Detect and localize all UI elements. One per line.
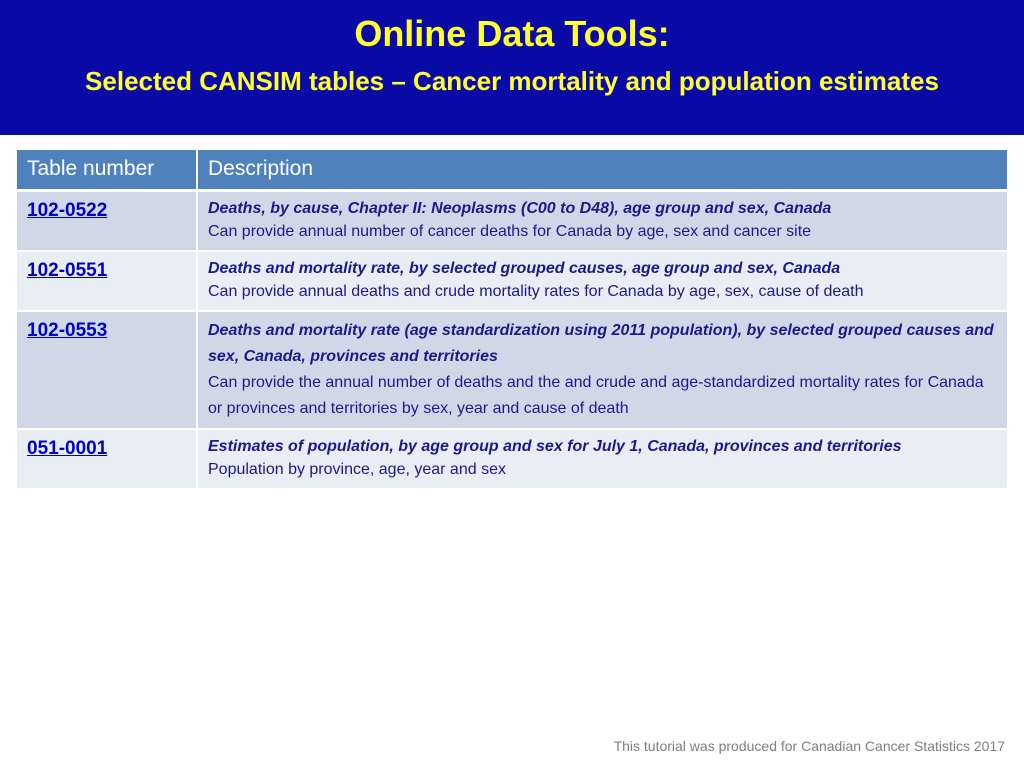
table-row [17, 190, 1007, 251]
table-title: Deaths and mortality rate (age standardization using 2011 population), by selected grouped causes and sex, Canada, provinces and territories [208, 321, 994, 365]
table-title: Deaths and mortality rate, by selected grouped causes, age group and sex, Canada [208, 259, 841, 277]
table-title: Deaths, by cause, Chapter II: Neoplasms (C00 to D48), age group and sex, Canada [208, 199, 832, 217]
description-cell [197, 190, 1007, 251]
table-description: Population by province, age, year and sex [208, 460, 506, 478]
cansim-table-container [17, 150, 1007, 490]
description-cell [197, 251, 1007, 311]
table-row [17, 251, 1007, 311]
table-description: Can provide annual deaths and crude mortality rates for Canada by age, sex, cause of death [208, 282, 864, 300]
slide-title: Online Data Tools: [354, 13, 670, 54]
slide-subtitle: Selected CANSIM tables – Cancer mortality and population estimates [85, 66, 939, 96]
cansim-table [17, 150, 1007, 490]
table-number-link[interactable]: 051-0001 [27, 437, 108, 459]
description-cell [197, 429, 1007, 489]
table-number-link[interactable]: 102-0553 [27, 319, 108, 341]
table-row [17, 311, 1007, 429]
table-number-cell [17, 429, 197, 489]
table-title: Estimates of population, by age group and sex for July 1, Canada, provinces and territories [208, 437, 902, 455]
description-cell [197, 311, 1007, 429]
table-number-link[interactable]: 102-0522 [27, 199, 108, 221]
table-description: Can provide annual number of cancer deaths for Canada by age, sex and cancer site [208, 222, 812, 240]
column-header-description: Description [197, 150, 1007, 190]
footer-credit: This tutorial was produced for Canadian Cancer Statistics 2017 [613, 738, 1005, 754]
table-header-row [17, 150, 1007, 190]
table-number-cell [17, 251, 197, 311]
table-number-link[interactable]: 102-0551 [27, 259, 108, 281]
column-header-table-number: Table number [17, 150, 197, 190]
table-number-cell [17, 311, 197, 429]
table-description: Can provide the annual number of deaths and the and crude and age-standardized mortality rates for Canada or provinces and territories by sex, year and cause of death [208, 373, 984, 417]
table-row [17, 429, 1007, 489]
slide-header [0, 0, 1024, 135]
table-number-cell [17, 190, 197, 251]
